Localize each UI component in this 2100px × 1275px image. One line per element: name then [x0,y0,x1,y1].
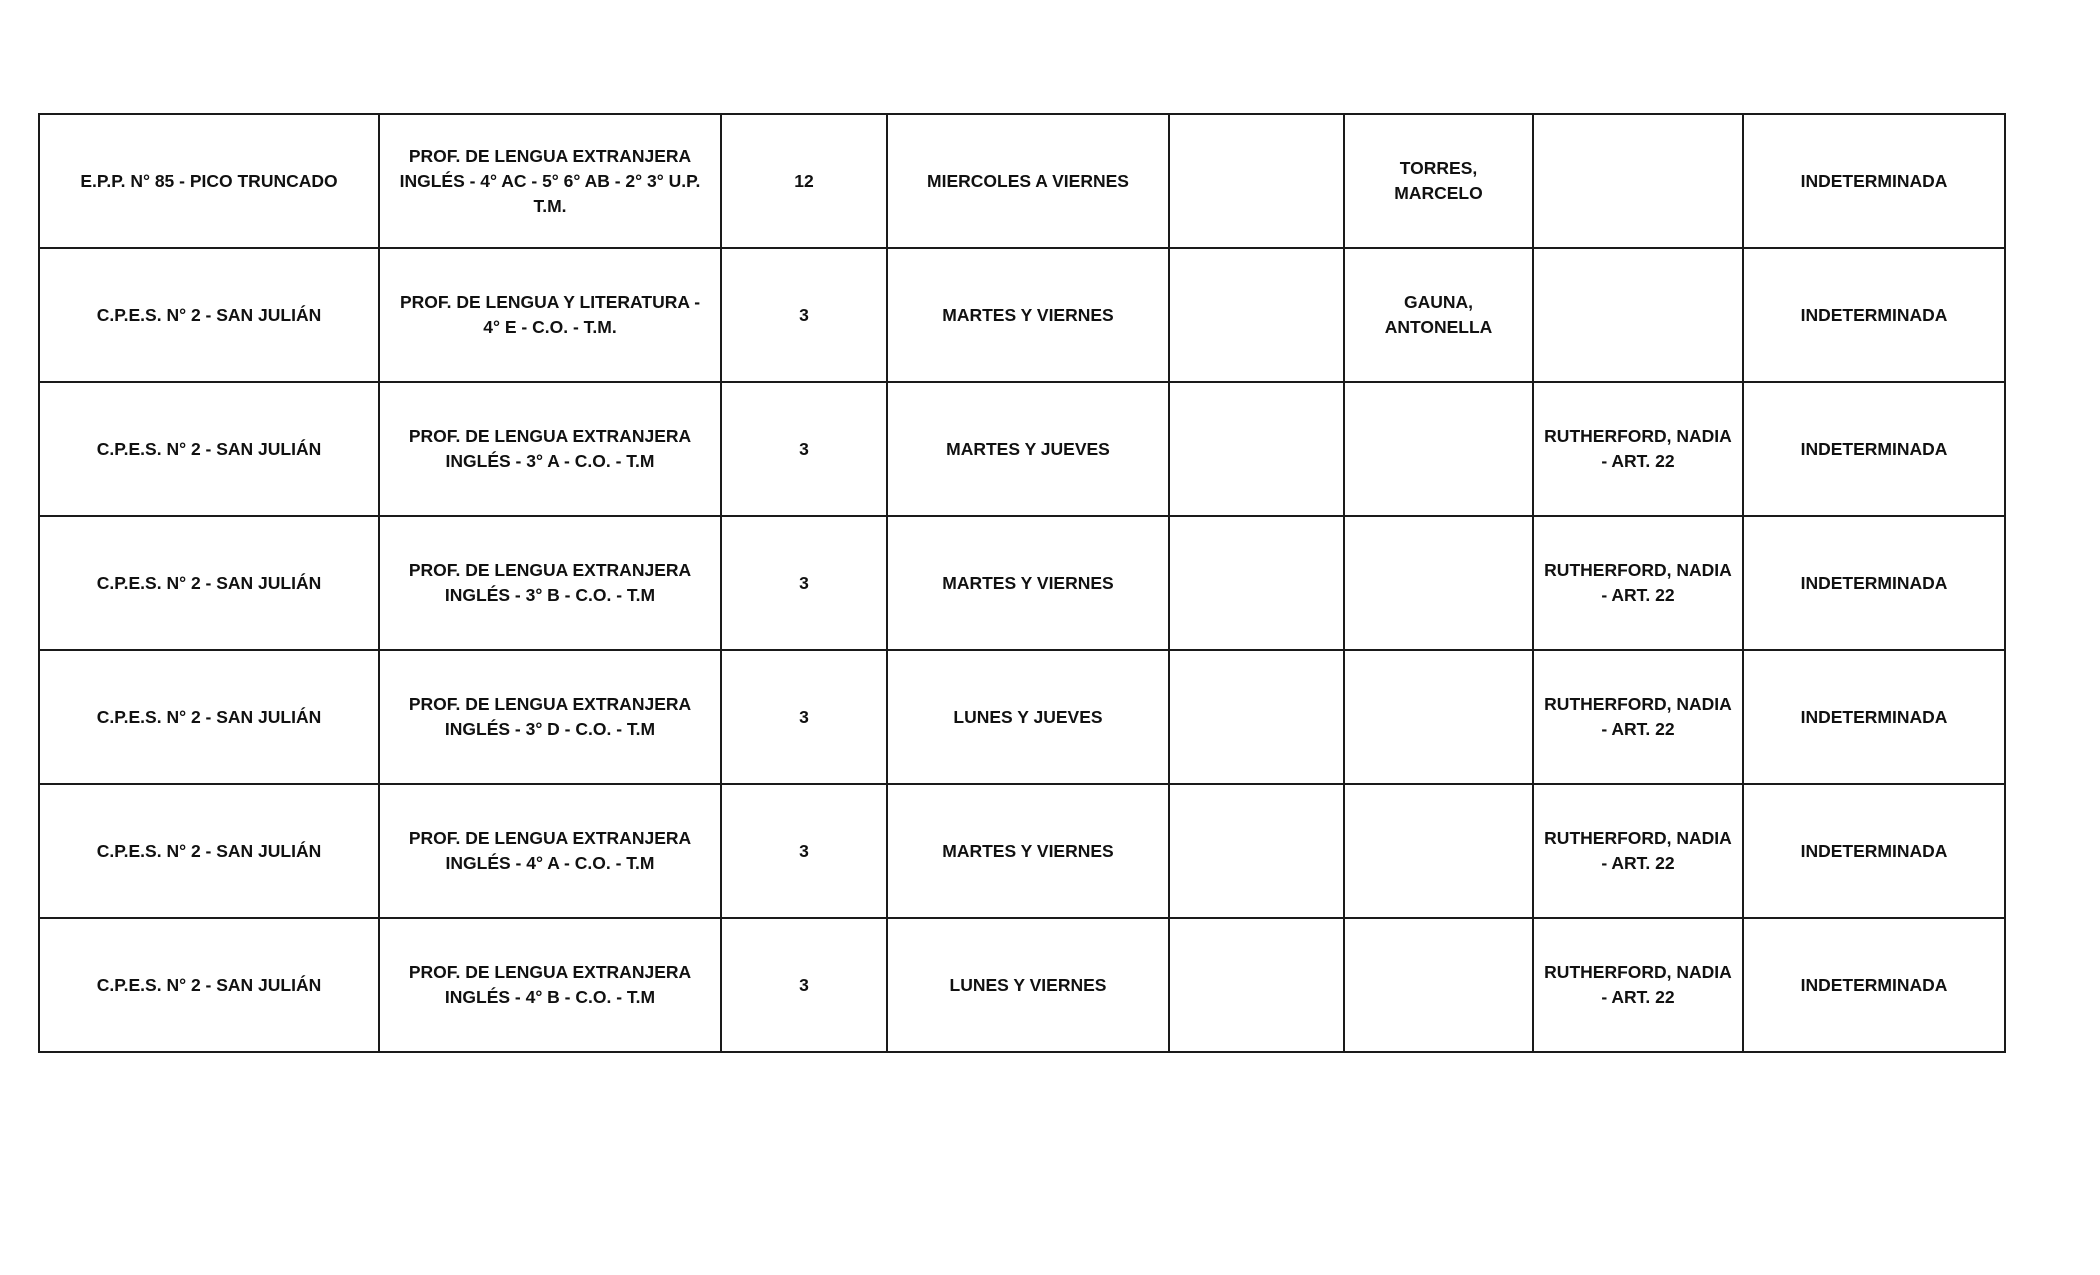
cell-teacher: GAUNA, ANTONELLA [1344,248,1533,382]
cell-teacher [1344,382,1533,516]
cell-position: PROF. DE LENGUA EXTRANJERA INGLÉS - 3° D - C.O. - T.M [379,650,721,784]
cell-duration: INDETERMINADA [1743,784,2005,918]
cell-school: C.P.E.S. N° 2 - SAN JULIÁN [39,784,379,918]
cell-school: C.P.E.S. N° 2 - SAN JULIÁN [39,516,379,650]
cell-position: PROF. DE LENGUA EXTRANJERA INGLÉS - 3° A - C.O. - T.M [379,382,721,516]
cell-hours: 3 [721,650,887,784]
cell-replaces: RUTHERFORD, NADIA - ART. 22 [1533,650,1743,784]
cell-replaces: RUTHERFORD, NADIA - ART. 22 [1533,784,1743,918]
cell-empty [1169,784,1344,918]
cell-school: C.P.E.S. N° 2 - SAN JULIÁN [39,248,379,382]
cell-replaces [1533,114,1743,248]
cell-position: PROF. DE LENGUA EXTRANJERA INGLÉS - 3° B - C.O. - T.M [379,516,721,650]
cell-duration: INDETERMINADA [1743,516,2005,650]
cell-hours: 3 [721,248,887,382]
cell-duration: INDETERMINADA [1743,918,2005,1052]
cell-teacher: TORRES, MARCELO [1344,114,1533,248]
cell-replaces: RUTHERFORD, NADIA - ART. 22 [1533,918,1743,1052]
cell-days: MARTES Y VIERNES [887,516,1169,650]
cell-replaces [1533,248,1743,382]
table-row [39,650,2005,784]
cell-school: E.P.P. N° 85 - PICO TRUNCADO [39,114,379,248]
cell-days: LUNES Y VIERNES [887,918,1169,1052]
cell-days: MARTES Y VIERNES [887,784,1169,918]
cell-hours: 3 [721,382,887,516]
cell-duration: INDETERMINADA [1743,248,2005,382]
cell-school: C.P.E.S. N° 2 - SAN JULIÁN [39,918,379,1052]
table-row [39,382,2005,516]
cell-teacher [1344,784,1533,918]
assignments-table [38,113,2006,1053]
cell-days: MIERCOLES A VIERNES [887,114,1169,248]
cell-empty [1169,516,1344,650]
table-row [39,784,2005,918]
cell-position: PROF. DE LENGUA EXTRANJERA INGLÉS - 4° AC - 5° 6° AB - 2° 3° U.P. T.M. [379,114,721,248]
cell-days: LUNES Y JUEVES [887,650,1169,784]
cell-empty [1169,248,1344,382]
cell-hours: 3 [721,918,887,1052]
cell-replaces: RUTHERFORD, NADIA - ART. 22 [1533,516,1743,650]
table-row [39,114,2005,248]
cell-hours: 3 [721,784,887,918]
cell-hours: 12 [721,114,887,248]
cell-empty [1169,114,1344,248]
cell-position: PROF. DE LENGUA EXTRANJERA INGLÉS - 4° B - C.O. - T.M [379,918,721,1052]
cell-hours: 3 [721,516,887,650]
table-body [39,114,2005,1052]
table-row [39,248,2005,382]
cell-teacher [1344,650,1533,784]
table-row [39,516,2005,650]
cell-days: MARTES Y JUEVES [887,382,1169,516]
cell-position: PROF. DE LENGUA EXTRANJERA INGLÉS - 4° A - C.O. - T.M [379,784,721,918]
cell-empty [1169,650,1344,784]
cell-duration: INDETERMINADA [1743,114,2005,248]
cell-replaces: RUTHERFORD, NADIA - ART. 22 [1533,382,1743,516]
cell-days: MARTES Y VIERNES [887,248,1169,382]
cell-position: PROF. DE LENGUA Y LITERATURA - 4° E - C.O. - T.M. [379,248,721,382]
table-row [39,918,2005,1052]
cell-empty [1169,382,1344,516]
cell-school: C.P.E.S. N° 2 - SAN JULIÁN [39,382,379,516]
cell-duration: INDETERMINADA [1743,382,2005,516]
cell-empty [1169,918,1344,1052]
cell-teacher [1344,918,1533,1052]
cell-duration: INDETERMINADA [1743,650,2005,784]
cell-teacher [1344,516,1533,650]
cell-school: C.P.E.S. N° 2 - SAN JULIÁN [39,650,379,784]
